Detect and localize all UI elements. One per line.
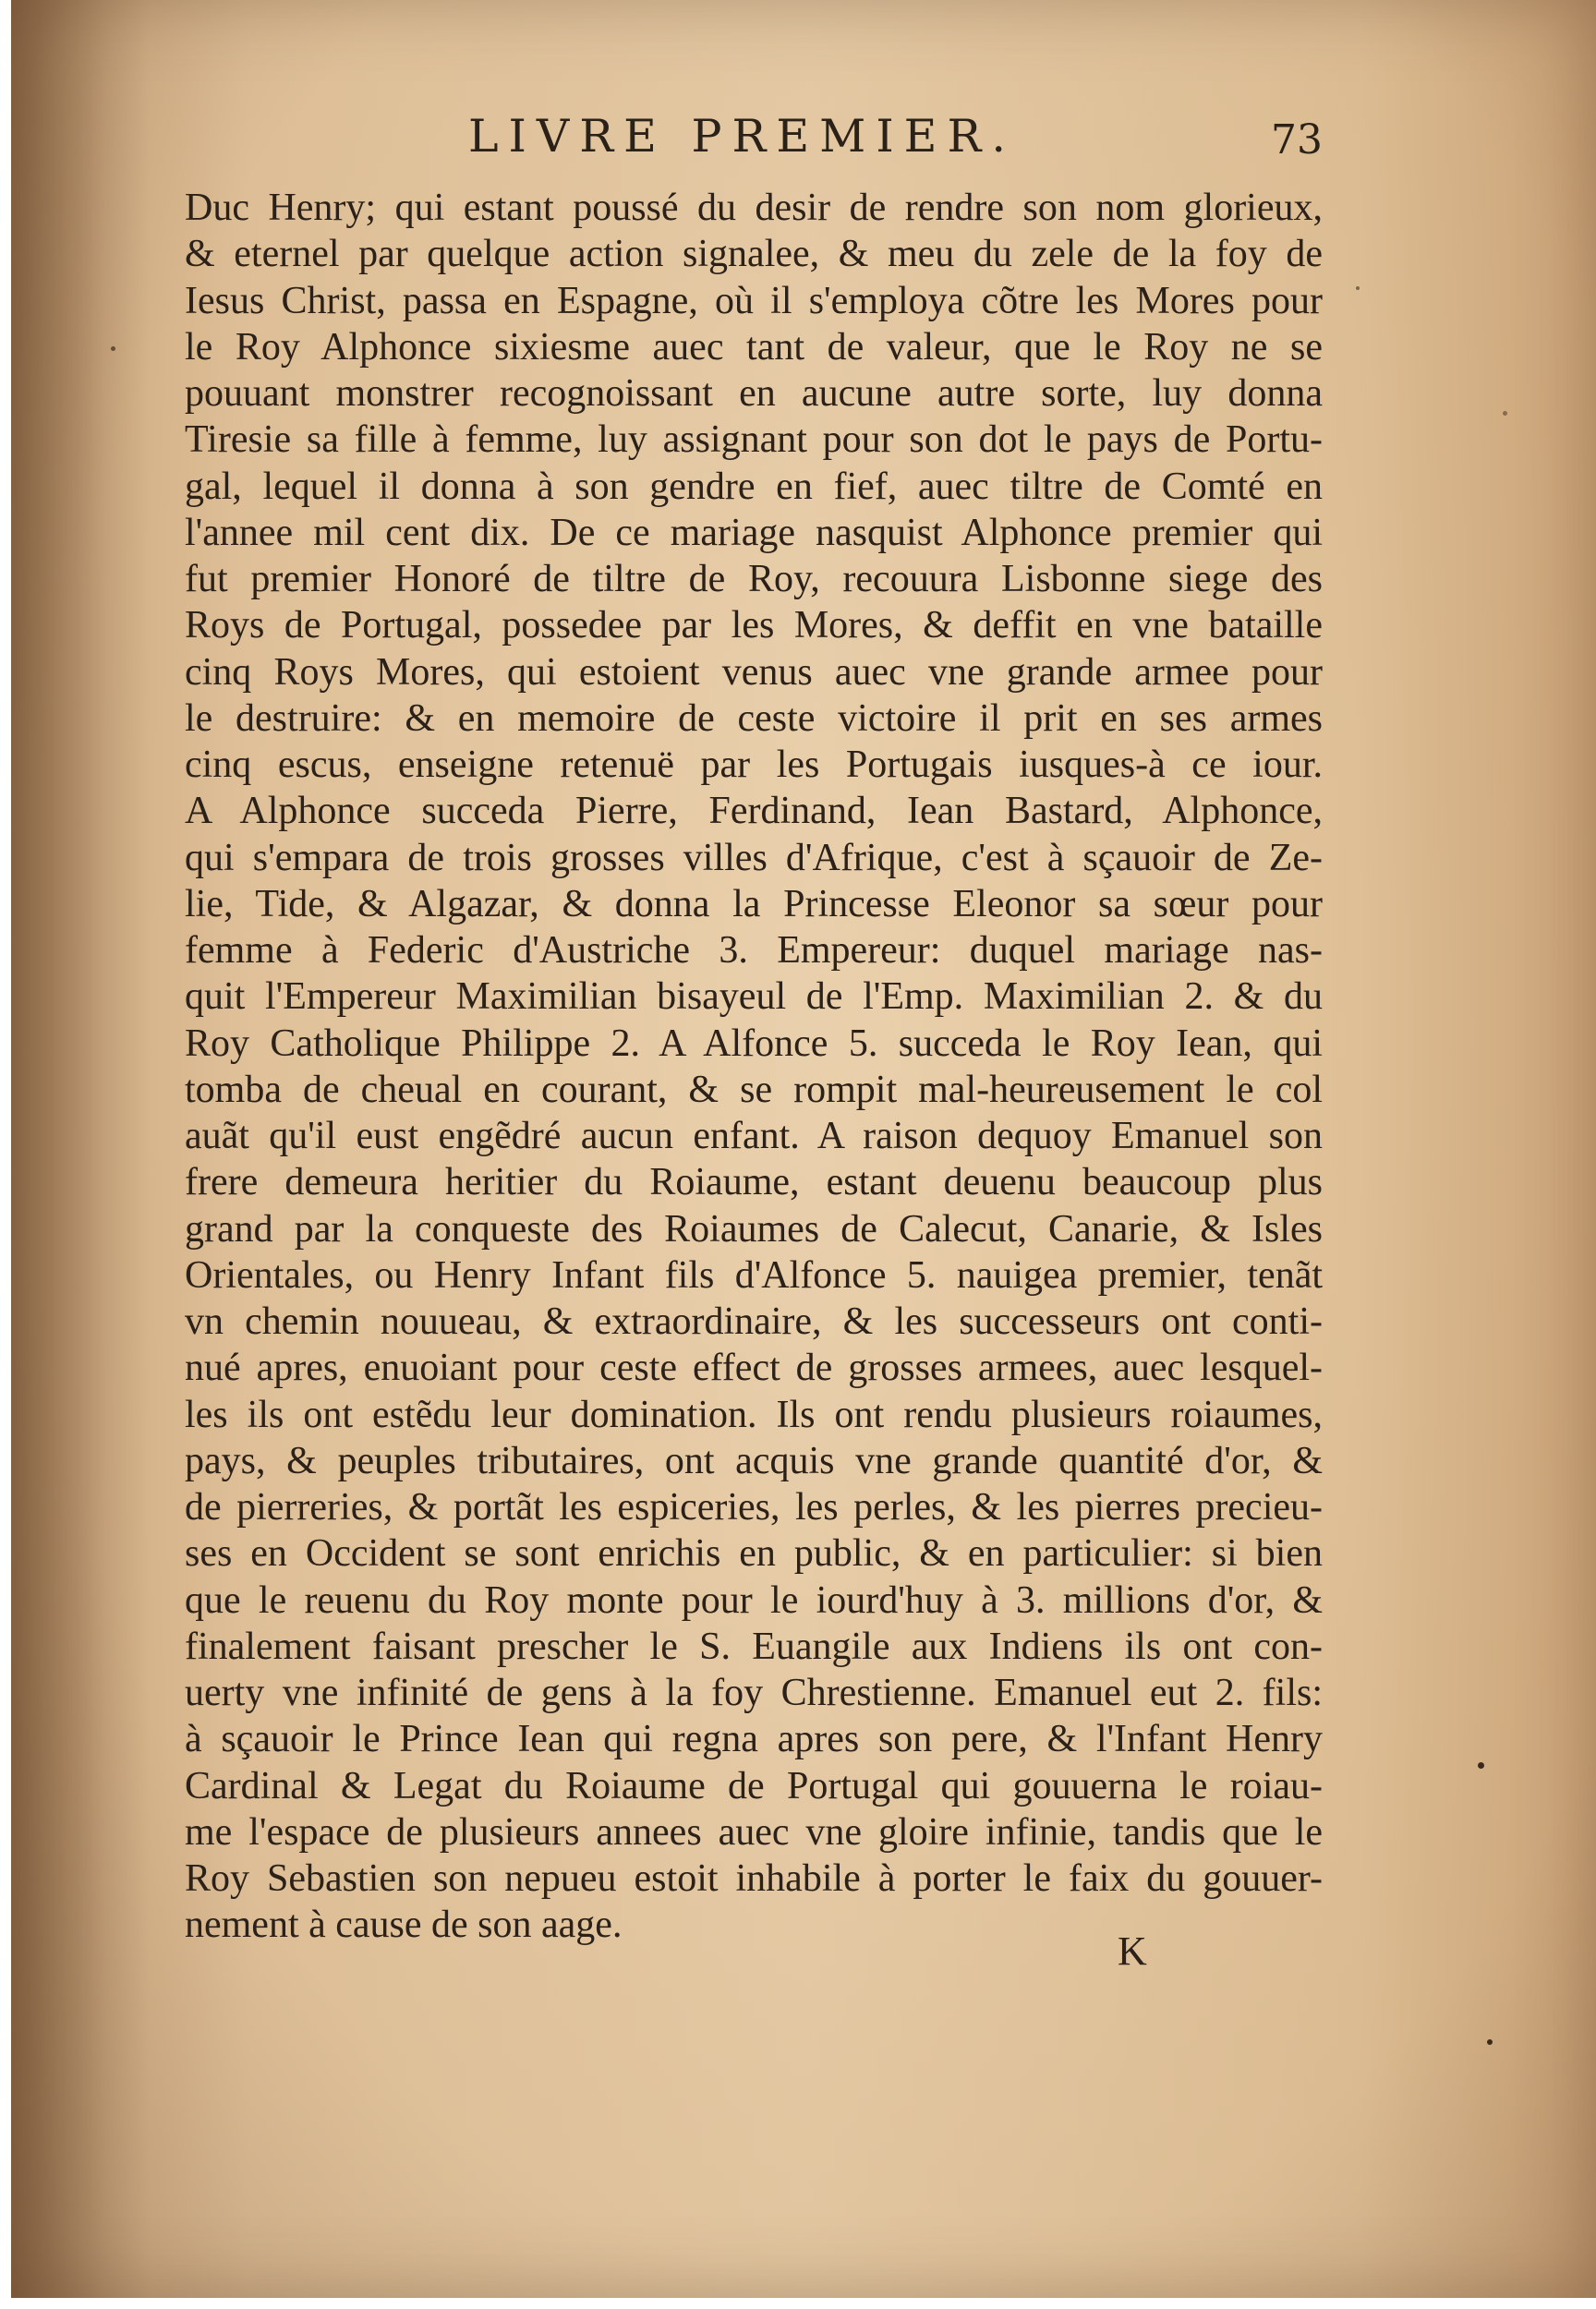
text-line: l'annee mil cent dix. De ce mariage nasquist Alphonce premier qui (185, 511, 1323, 554)
text-line: le Roy Alphonce sixiesme auec tant de valeur, que le Roy ne se (185, 325, 1323, 369)
text-line: grand par la conqueste des Roiaumes de Calecut, Canarie, & Isles (185, 1207, 1323, 1251)
text-line: Tiresie sa fille à femme, luy assignant pour son dot le pays de Portu- (185, 418, 1323, 462)
text-line: tomba de cheual en courant, & se rompit mal-heureusement le col (185, 1068, 1323, 1111)
body-text (185, 185, 1323, 1949)
text-line: les ils ont estẽdu leur domination. Ils ont rendu plusieurs roiaumes, (185, 1393, 1323, 1436)
paper-speck (1503, 411, 1507, 416)
running-title: LIVRE PREMIER. (468, 110, 1016, 163)
page-number: 73 (1271, 116, 1323, 163)
text-line: le destruire: & en memoire de ceste victoire il prit en ses armes (185, 696, 1323, 740)
text-line: auãt qu'il eust engẽdré aucun enfant. A raison dequoy Emanuel son (185, 1115, 1323, 1157)
text-line: de pierreries, & portãt les espiceries, les perles, & les pierres precieu- (185, 1486, 1323, 1529)
text-line: lie, Tide, & Algazar, & donna la Princesse Eleonor sa sœur pour (185, 882, 1323, 925)
text-line: cinq Roys Mores, qui estoient venus auec vne grande armee pour (185, 650, 1323, 694)
text-line: Roys de Portugal, possedee par les Mores, & deffit en vne bataille (185, 604, 1323, 647)
text-line: Cardinal & Legat du Roiaume de Portugal qui gouuerna le roiau- (185, 1764, 1323, 1807)
text-line: à sçauoir le Prince Iean qui regna apres son pere, & l'Infant Henry (185, 1718, 1323, 1761)
text-line: gal, lequel il donna à son gendre en fief, auec tiltre de Comté en (185, 465, 1323, 508)
text-line: pays, & peuples tributaires, ont acquis vne grande quantité d'or, & (185, 1439, 1323, 1482)
text-line: ses en Occident se sont enrichis en public, & en particulier: si bien (185, 1532, 1323, 1576)
paper-speck (1487, 2039, 1493, 2045)
text-line: femme à Federic d'Austriche 3. Empereur: duquel mariage nas- (185, 929, 1323, 972)
text-line: quit l'Empereur Maximilian bisayeul de l'Emp. Maximilian 2. & du (185, 975, 1323, 1019)
text-line: A Alphonce succeda Pierre, Ferdinand, Iean Bastard, Alphonce, (185, 790, 1323, 833)
paper-speck (1356, 286, 1360, 290)
text-line: Roy Catholique Philippe 2. A Alfonce 5. succeda le Roy Iean, qui (185, 1022, 1323, 1065)
paper-speck (1478, 1762, 1484, 1769)
text-line: finalement faisant prescher le S. Euangile aux Indiens ils ont con- (185, 1625, 1323, 1668)
text-line: me l'espace de plusieurs annees auec vne gloire infinie, tandis que le (185, 1810, 1323, 1854)
text-line: Roy Sebastien son nepueu estoit inhabile à porter le faix du gouuer- (185, 1857, 1323, 1900)
text-line: qui s'empara de trois grosses villes d'Afrique, c'est à sçauoir de Ze- (185, 836, 1323, 879)
text-line: vn chemin nouueau, & extraordinaire, & les successeurs ont conti- (185, 1300, 1323, 1343)
signature-mark: K (1118, 1928, 1147, 1974)
text-line: pouuant monstrer recognoissant en aucune autre sorte, luy donna (185, 372, 1323, 415)
book-page (11, 0, 1596, 2298)
text-line: nement à cause de son aage. (185, 1904, 623, 1947)
page-header (168, 109, 1323, 174)
text-line: fut premier Honoré de tiltre de Roy, recouura Lisbonne siege des (185, 558, 1323, 600)
gutter-shadow (11, 0, 150, 2298)
text-line: Iesus Christ, passa en Espagne, où il s'employa cõtre les Mores pour (185, 279, 1323, 322)
text-line: Duc Henry; qui estant poussé du desir de rendre son nom glorieux, (185, 187, 1323, 229)
text-line: uerty vne infinité de gens à la foy Chrestienne. Emanuel eut 2. fils: (185, 1672, 1323, 1714)
text-line: que le reuenu du Roy monte pour le iourd'huy à 3. millions d'or, & (185, 1578, 1323, 1622)
text-line: frere demeura heritier du Roiaume, estant deuenu beaucoup plus (185, 1161, 1323, 1204)
text-line: Orientales, ou Henry Infant fils d'Alfonce 5. nauigea premier, tenãt (185, 1253, 1323, 1297)
text-line: & eternel par quelque action signalee, & meu du zele de la foy de (185, 233, 1323, 276)
text-line: nué apres, enuoiant pour ceste effect de grosses armees, auec lesquel- (185, 1347, 1323, 1390)
paper-speck (111, 346, 115, 351)
text-line: cinq escus, enseigne retenuë par les Portugais iusques-à ce iour. (185, 743, 1323, 786)
